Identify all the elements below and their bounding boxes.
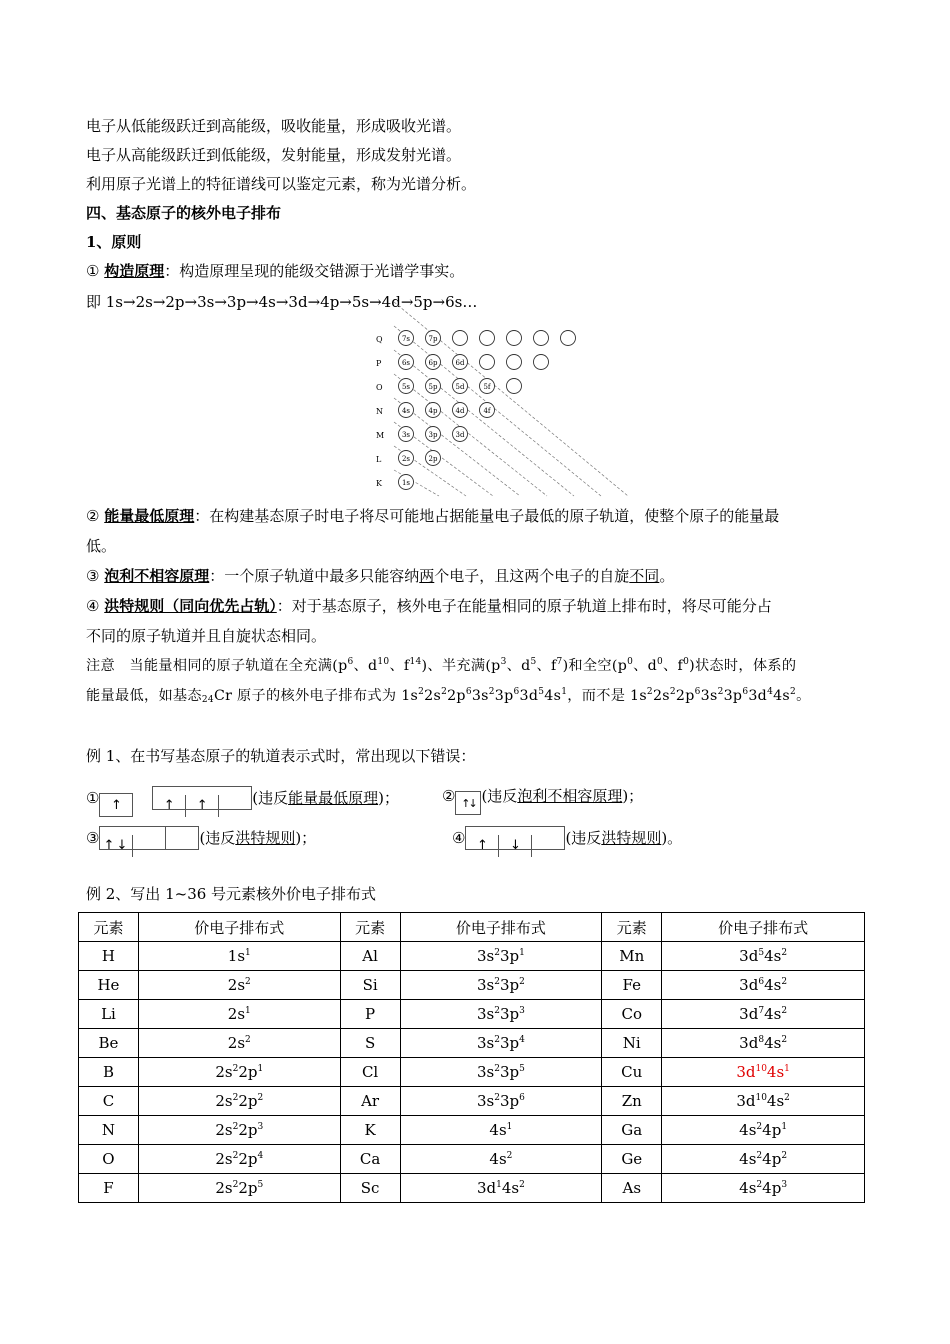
- example1-item2: ② ↑↓ (违反泡利不相容原理)；: [442, 786, 643, 815]
- example1-row2: ③ ↑↓ (违反洪特规则)；: [86, 826, 316, 850]
- config-cell: $3s^23p^1$: [400, 942, 602, 971]
- orbital-circle: [507, 379, 522, 394]
- element-cell: Cu: [602, 1058, 662, 1087]
- shell-label: K: [376, 479, 382, 488]
- element-cell: Al: [340, 942, 400, 971]
- orbital-circle: [561, 331, 576, 346]
- element-cell: Ca: [340, 1145, 400, 1174]
- element-cell: Si: [340, 971, 400, 1000]
- orbital-label: 5f: [483, 383, 491, 391]
- element-cell: N: [79, 1116, 139, 1145]
- orbital-label: 5d: [455, 383, 465, 391]
- element-cell: Ni: [602, 1029, 662, 1058]
- config-cell: $3s^23p^5$: [400, 1058, 602, 1087]
- example2-title: 例 2、写出 1~36 号元素核外价电子排布式: [86, 885, 377, 903]
- shell-label: M: [376, 431, 385, 440]
- element-cell: H: [79, 942, 139, 971]
- config-cell: $3d^54s^2$: [662, 942, 865, 971]
- element-cell: Co: [602, 1000, 662, 1029]
- orbital-circle: [453, 331, 468, 346]
- config-cell: $4s^24p^3$: [662, 1174, 865, 1203]
- config-cell: $4s^24p^2$: [662, 1145, 865, 1174]
- element-cell: As: [602, 1174, 662, 1203]
- orbital-box-hund-a: ↑↓: [99, 826, 199, 850]
- table-header: 价电子排布式: [138, 913, 340, 942]
- element-cell: O: [79, 1145, 139, 1174]
- orbital-label: 2p: [428, 455, 438, 463]
- orbital-label: 1s: [401, 479, 411, 487]
- config-cell: $2s^2$: [138, 1029, 340, 1058]
- table-row: [79, 1087, 865, 1116]
- diagonal-guide: [394, 374, 547, 496]
- principle-name: 能量最低原理: [104, 507, 195, 525]
- table-header: 价电子排布式: [400, 913, 602, 942]
- config-cell: $3d^{10}4s^1$: [662, 1058, 865, 1087]
- orbital-label: 7p: [428, 335, 438, 343]
- orbital-circle: [480, 355, 495, 370]
- element-cell: S: [340, 1029, 400, 1058]
- orbital-circle: [507, 355, 522, 370]
- element-cell: Mn: [602, 942, 662, 971]
- table-row: [79, 1029, 865, 1058]
- principle-name: 泡利不相容原理: [104, 567, 210, 585]
- principle-aufbau: ① 构造原理：构造原理呈现的能级交错源于光谱学事实。: [86, 262, 465, 280]
- config-cell: $3s^23p^2$: [400, 971, 602, 1000]
- orbital-circle: [534, 331, 549, 346]
- orbital-label: 5p: [428, 383, 438, 391]
- paragraph-absorption: 电子从低能级跃迁到高能级，吸收能量，形成吸收光谱。: [86, 117, 462, 135]
- subsection-title: 1、原则: [86, 233, 142, 251]
- valence-electron-table: [78, 912, 865, 1203]
- config-cell: $4s^1$: [400, 1116, 602, 1145]
- element-cell: Cl: [340, 1058, 400, 1087]
- orbital-label: 2s: [401, 455, 411, 463]
- orbital-label: 3d: [455, 431, 465, 439]
- config-cell: $3d^84s^2$: [662, 1029, 865, 1058]
- element-cell: Sc: [340, 1174, 400, 1203]
- shell-label: N: [376, 407, 383, 416]
- element-cell: C: [79, 1087, 139, 1116]
- orbital-order: 即 1s→2s→2p→3s→3p→4s→3d→4p→5s→4d→5p→6s…: [86, 293, 478, 311]
- config-cell: $4s^24p^1$: [662, 1116, 865, 1145]
- orbital-label: 3p: [428, 431, 438, 439]
- config-cell: $3d^74s^2$: [662, 1000, 865, 1029]
- shell-label: L: [376, 455, 382, 464]
- element-cell: Ga: [602, 1116, 662, 1145]
- paragraph-emission: 电子从高能级跃迁到低能级，发射能量，形成发射光谱。: [86, 146, 462, 164]
- orbital-label: 6d: [455, 359, 465, 367]
- table-row: [79, 942, 865, 971]
- config-cell: $2s^22p^5$: [138, 1174, 340, 1203]
- element-cell: P: [340, 1000, 400, 1029]
- table-row: [79, 971, 865, 1000]
- table-header: 元素: [79, 913, 139, 942]
- note-line-1: 注意 当能量相同的原子轨道在全充满($p^6$、$d^{10}$、$f^{14}$)、半充满($p^3$、$d^5$、$f^7$)和全空($p^0$、$d^0$、$f^0$)状态时，体系的: [86, 657, 797, 674]
- diagonal-guide: [394, 326, 601, 496]
- orbital-label: 6p: [428, 359, 438, 367]
- orbital-label: 5s: [401, 383, 411, 391]
- orbital-label: 4s: [401, 407, 411, 415]
- principle-name: 构造原理: [104, 262, 165, 280]
- element-cell: Ge: [602, 1145, 662, 1174]
- element-cell: Be: [79, 1029, 139, 1058]
- orbital-box-hund-b: ↑ ↓: [465, 826, 565, 850]
- table-row: [79, 1058, 865, 1087]
- shell-label: O: [376, 383, 383, 392]
- element-cell: Zn: [602, 1087, 662, 1116]
- config-cell: $2s^22p^4$: [138, 1145, 340, 1174]
- orbital-box-1s: ↑: [99, 793, 133, 817]
- element-cell: Li: [79, 1000, 139, 1029]
- orbital-circle: [534, 355, 549, 370]
- config-cell: $2s^1$: [138, 1000, 340, 1029]
- example1-title: 例 1、在书写基态原子的轨道表示式时，常出现以下错误：: [86, 747, 476, 765]
- config-cell: $3s^23p^3$: [400, 1000, 602, 1029]
- principle-hund: ④ 洪特规则（同向优先占轨）：对于基态原子，核外电子在能量相同的原子轨道上排布时，将尽可能分占: [86, 597, 772, 615]
- config-cell: $3d^14s^2$: [400, 1174, 602, 1203]
- table-row: [79, 1145, 865, 1174]
- example1-item4: ④ ↑ ↓ (违反洪特规则)。: [452, 826, 682, 850]
- config-cell: $3d^64s^2$: [662, 971, 865, 1000]
- table-row: [79, 1116, 865, 1145]
- shell-label: Q: [376, 335, 383, 344]
- note-line-2: 能量最低，如基态$_{24}$Cr 原子的核外电子排布式为 $1s^22s^22p^63s^23p^63d^54s^1$，而不是 $1s^22s^22p^63s^23p^63d^44s^2$。: [86, 687, 811, 705]
- config-cell: $3d^{10}4s^2$: [662, 1087, 865, 1116]
- element-cell: Ar: [340, 1087, 400, 1116]
- orbital-box-2p: ↑ ↑: [152, 786, 252, 810]
- table-header: 元素: [602, 913, 662, 942]
- orbital-label: 3s: [401, 431, 411, 439]
- config-cell: $4s^2$: [400, 1145, 602, 1174]
- orbital-box-pauli: ↑↓: [455, 791, 481, 815]
- aufbau-diagram: [370, 326, 590, 496]
- orbital-label: 4p: [428, 407, 438, 415]
- orbital-circle: [480, 331, 495, 346]
- orbital-label: 7s: [401, 335, 411, 343]
- element-cell: He: [79, 971, 139, 1000]
- principle-name: 洪特规则（同向优先占轨）: [104, 597, 277, 615]
- example1-row1: ① ↑ ↑ ↑ (违反能量最低原理)；: [86, 786, 399, 817]
- config-cell: $3s^23p^4$: [400, 1029, 602, 1058]
- shell-label: P: [376, 359, 382, 368]
- diagonal-guide: [394, 350, 574, 496]
- element-cell: B: [79, 1058, 139, 1087]
- element-cell: K: [340, 1116, 400, 1145]
- orbital-label: 4d: [455, 407, 465, 415]
- config-cell: $2s^22p^1$: [138, 1058, 340, 1087]
- orbital-label: 6s: [401, 359, 411, 367]
- config-cell: $2s^22p^3$: [138, 1116, 340, 1145]
- config-cell: $1s^1$: [138, 942, 340, 971]
- orbital-circle: [507, 331, 522, 346]
- config-cell: $3s^23p^6$: [400, 1087, 602, 1116]
- element-cell: F: [79, 1174, 139, 1203]
- principle-pauli: ③ 泡利不相容原理：一个原子轨道中最多只能容纳两个电子，且这两个电子的自旋不同。: [86, 567, 675, 585]
- principle-lowest-energy: ② 能量最低原理：在构建基态原子时电子将尽可能地占据能量电子最低的原子轨道，使整个原子的能量最: [86, 507, 780, 525]
- element-cell: Fe: [602, 971, 662, 1000]
- table-header: 价电子排布式: [662, 913, 865, 942]
- config-cell: $2s^22p^2$: [138, 1087, 340, 1116]
- table-row: [79, 1000, 865, 1029]
- section-title: 四、基态原子的核外电子排布: [86, 204, 282, 222]
- orbital-label: 4f: [483, 407, 491, 415]
- paragraph-spectral-analysis: 利用原子光谱上的特征谱线可以鉴定元素，称为光谱分析。: [86, 175, 477, 193]
- table-header-row: [79, 913, 865, 942]
- table-row: [79, 1174, 865, 1203]
- table-header: 元素: [340, 913, 400, 942]
- config-cell: $2s^2$: [138, 971, 340, 1000]
